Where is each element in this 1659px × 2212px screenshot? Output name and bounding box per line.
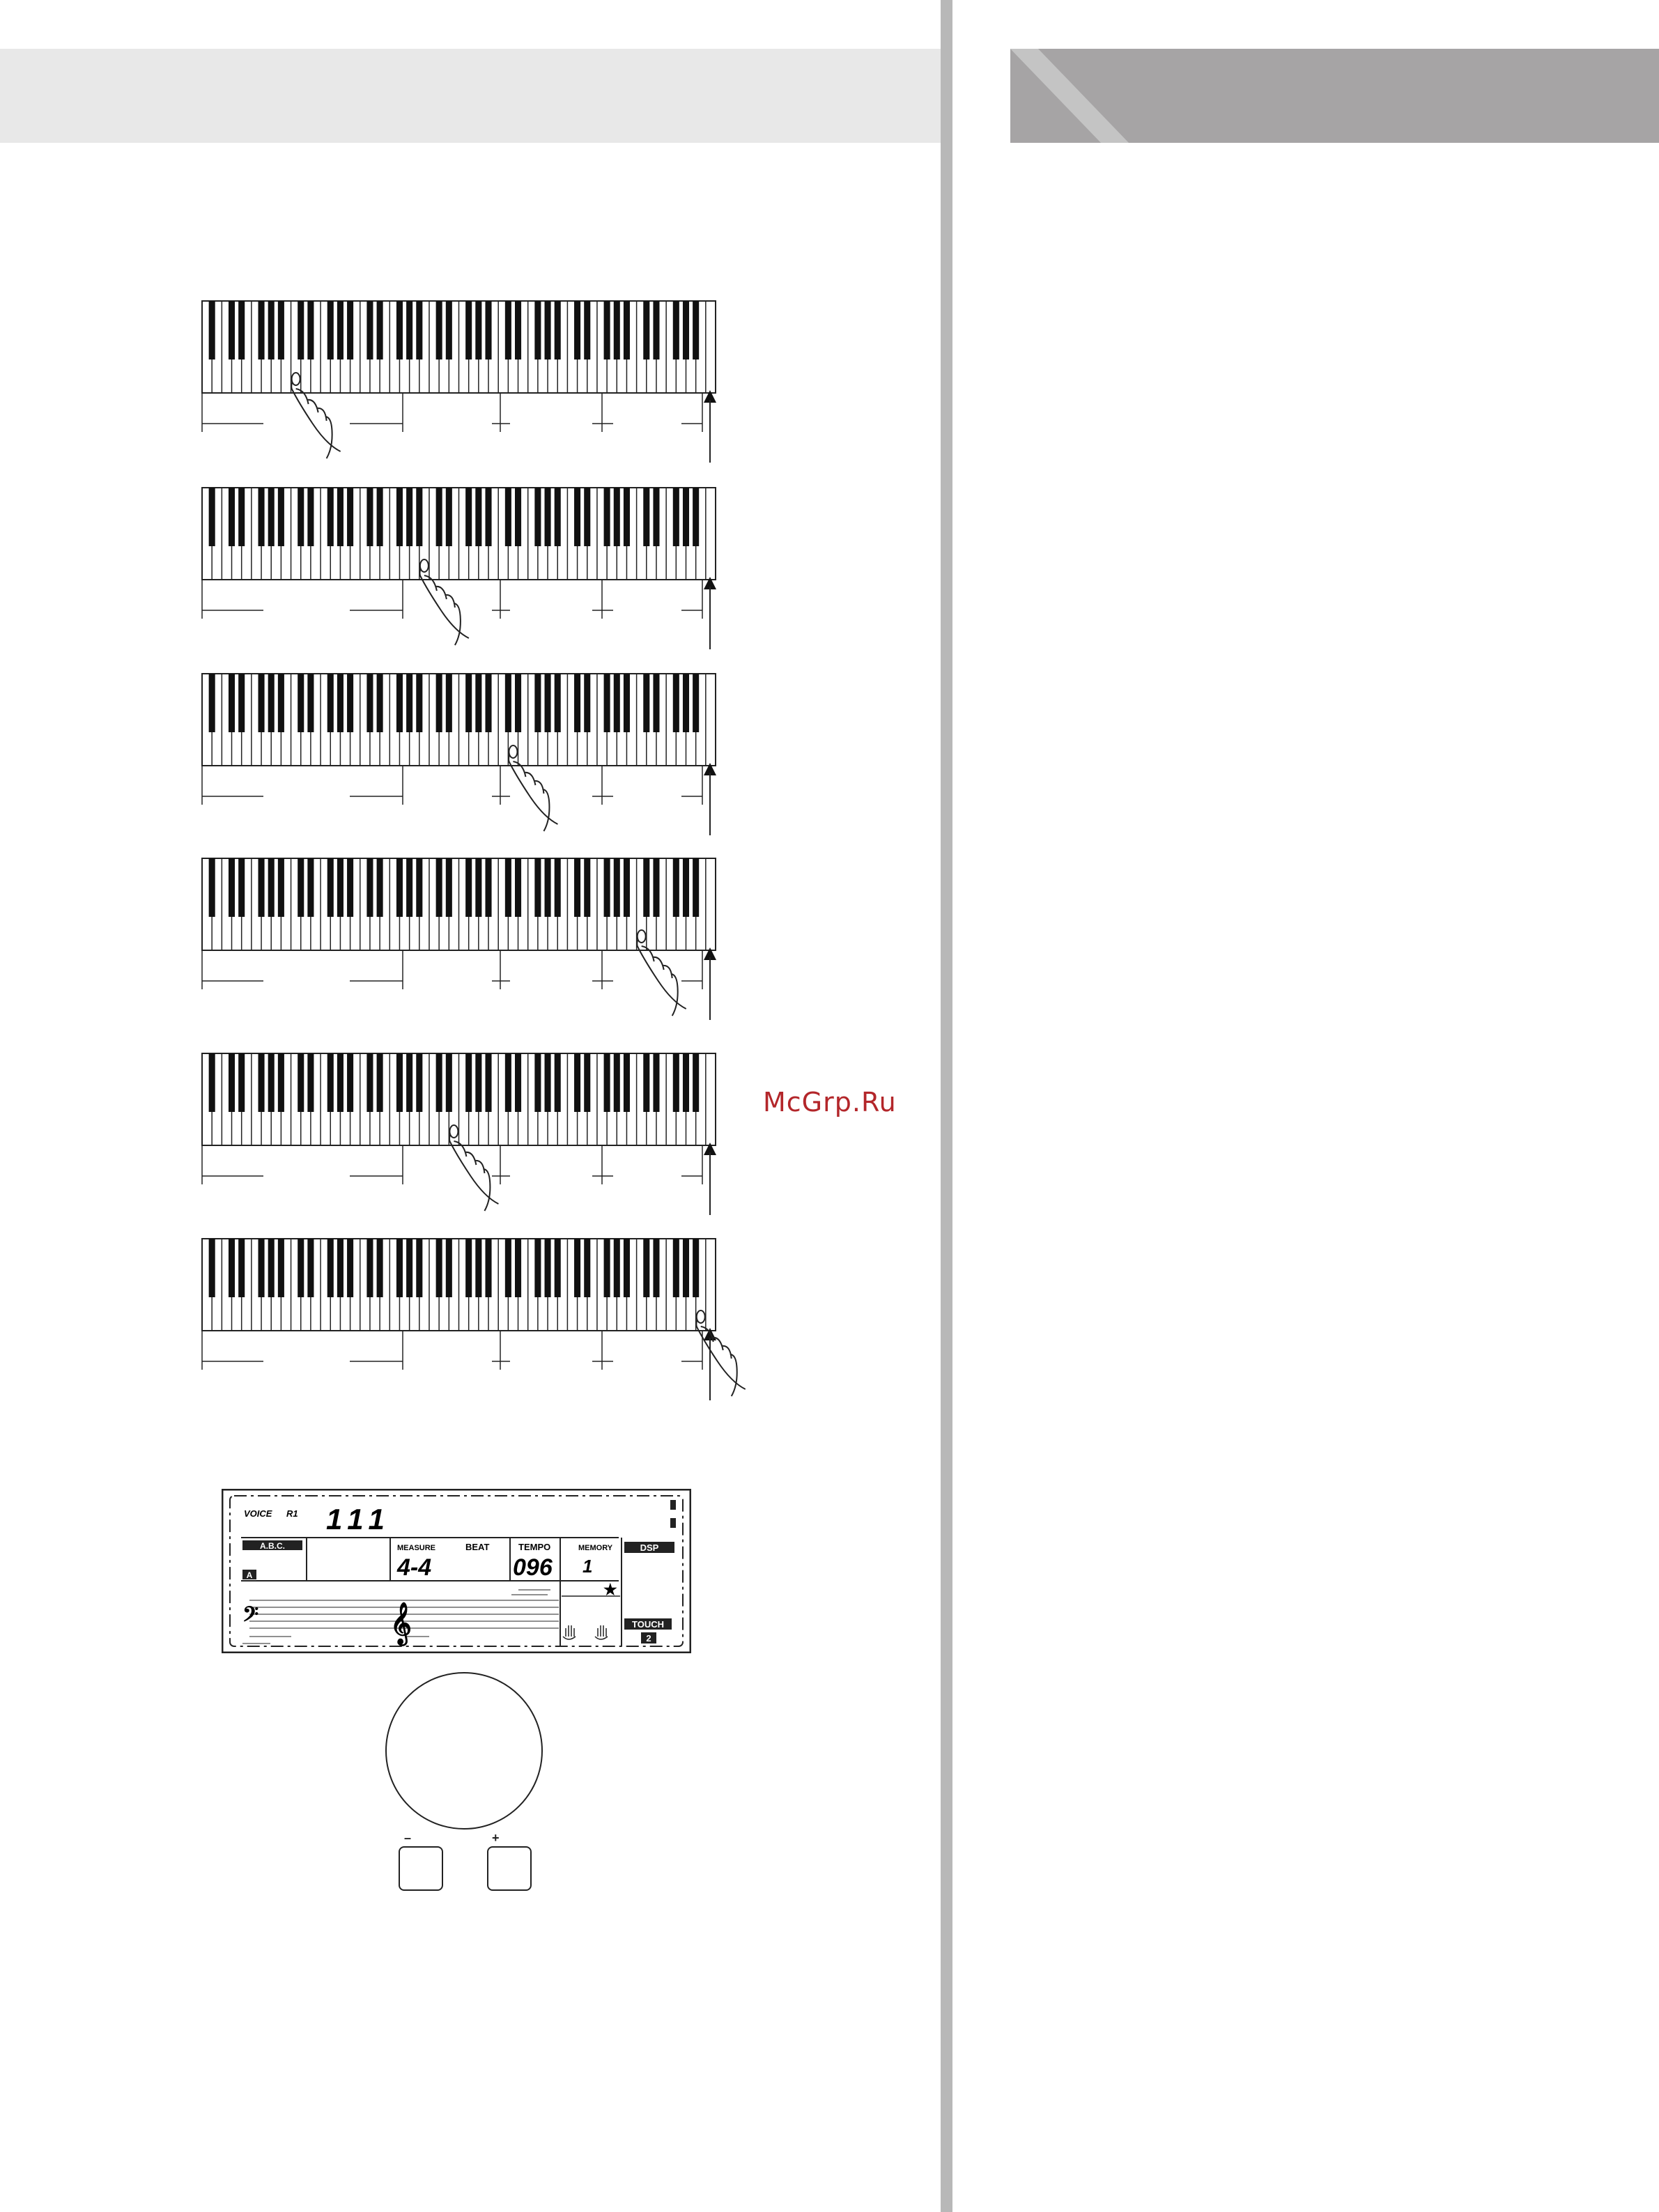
lcd-dsp-label: DSP xyxy=(640,1542,659,1553)
black-key xyxy=(515,488,521,546)
black-key xyxy=(505,858,511,917)
black-key xyxy=(436,1239,442,1297)
black-key xyxy=(653,1053,659,1112)
black-key xyxy=(347,858,353,917)
black-key xyxy=(693,1053,699,1112)
black-key xyxy=(515,858,521,917)
black-key xyxy=(693,301,699,359)
black-key xyxy=(624,488,630,546)
black-key xyxy=(278,858,284,917)
black-key xyxy=(693,858,699,917)
black-key xyxy=(307,674,314,732)
black-key xyxy=(259,1239,265,1297)
black-key xyxy=(298,674,304,732)
black-key xyxy=(327,1239,334,1297)
black-key xyxy=(396,301,403,359)
lcd-star-icon: ★ xyxy=(603,1581,617,1598)
black-key xyxy=(515,1239,521,1297)
lcd-touch-value: 2 xyxy=(646,1633,651,1643)
black-key xyxy=(209,1053,215,1112)
black-key xyxy=(436,301,442,359)
treble-clef-icon: 𝄞 xyxy=(390,1603,412,1643)
black-key xyxy=(614,858,620,917)
black-key xyxy=(307,301,314,359)
black-key xyxy=(505,1053,511,1112)
fingertip xyxy=(697,1310,705,1323)
black-key xyxy=(347,1239,353,1297)
black-key xyxy=(604,1239,610,1297)
black-key xyxy=(475,488,481,546)
black-key xyxy=(545,858,551,917)
black-key xyxy=(238,674,245,732)
black-key xyxy=(574,301,580,359)
black-key xyxy=(534,1239,541,1297)
black-key xyxy=(555,1053,561,1112)
black-key xyxy=(683,301,689,359)
black-key xyxy=(347,301,353,359)
black-key xyxy=(327,1053,334,1112)
black-key xyxy=(545,301,551,359)
black-key xyxy=(485,488,491,546)
black-key xyxy=(406,674,412,732)
black-key xyxy=(485,674,491,732)
black-key xyxy=(278,1239,284,1297)
black-key xyxy=(534,488,541,546)
black-key xyxy=(298,488,304,546)
black-key xyxy=(366,858,373,917)
black-key xyxy=(366,488,373,546)
black-key xyxy=(396,674,403,732)
black-key xyxy=(337,488,344,546)
black-key xyxy=(584,674,590,732)
black-key xyxy=(416,674,422,732)
black-key xyxy=(475,301,481,359)
black-key xyxy=(327,858,334,917)
black-key xyxy=(683,1053,689,1112)
black-key xyxy=(278,674,284,732)
black-key xyxy=(298,858,304,917)
black-key xyxy=(406,1053,412,1112)
black-key xyxy=(574,1053,580,1112)
black-key xyxy=(396,1053,403,1112)
black-key xyxy=(268,674,275,732)
black-key xyxy=(614,674,620,732)
black-key xyxy=(298,1239,304,1297)
minus-button-label: – xyxy=(404,1831,412,1845)
black-key xyxy=(534,1053,541,1112)
black-key xyxy=(337,301,344,359)
black-key xyxy=(465,1053,472,1112)
black-key xyxy=(377,1239,383,1297)
black-key xyxy=(534,674,541,732)
black-key xyxy=(475,1053,481,1112)
black-key xyxy=(534,858,541,917)
fingertip xyxy=(449,1125,458,1138)
black-key xyxy=(366,1053,373,1112)
black-key xyxy=(377,1053,383,1112)
black-key xyxy=(307,488,314,546)
lcd-beat-label: BEAT xyxy=(465,1542,490,1552)
black-key xyxy=(268,1053,275,1112)
black-key xyxy=(683,1239,689,1297)
black-key xyxy=(327,301,334,359)
black-key xyxy=(515,1053,521,1112)
black-key xyxy=(259,858,265,917)
black-key xyxy=(268,488,275,546)
fingertip xyxy=(638,930,646,943)
black-key xyxy=(298,1053,304,1112)
black-key xyxy=(505,488,511,546)
black-key xyxy=(574,1239,580,1297)
black-key xyxy=(436,858,442,917)
black-key xyxy=(584,488,590,546)
lcd-voice-label: VOICE xyxy=(244,1508,272,1519)
black-key xyxy=(683,674,689,732)
lcd-a-label: A xyxy=(246,1570,253,1580)
black-key xyxy=(485,1053,491,1112)
black-key xyxy=(624,674,630,732)
black-key xyxy=(574,858,580,917)
black-key xyxy=(624,858,630,917)
black-key xyxy=(377,301,383,359)
black-key xyxy=(545,674,551,732)
black-key xyxy=(485,1239,491,1297)
black-key xyxy=(377,488,383,546)
black-key xyxy=(238,301,245,359)
black-key xyxy=(555,674,561,732)
black-key xyxy=(416,488,422,546)
header-tab-shading xyxy=(1010,49,1659,143)
black-key xyxy=(604,301,610,359)
black-key xyxy=(337,1053,344,1112)
black-key xyxy=(278,301,284,359)
black-key xyxy=(485,301,491,359)
black-key xyxy=(545,1053,551,1112)
black-key xyxy=(446,1053,452,1112)
black-key xyxy=(347,488,353,546)
black-key xyxy=(268,858,275,917)
black-key xyxy=(229,674,235,732)
black-key xyxy=(446,301,452,359)
black-key xyxy=(209,858,215,917)
lcd-voice-number: 111 xyxy=(326,1503,392,1536)
black-key xyxy=(465,858,472,917)
black-key xyxy=(327,488,334,546)
black-key xyxy=(545,488,551,546)
black-key xyxy=(574,674,580,732)
black-key xyxy=(673,674,679,732)
black-key xyxy=(446,674,452,732)
black-key xyxy=(604,674,610,732)
black-key xyxy=(337,674,344,732)
black-key xyxy=(366,1239,373,1297)
black-key xyxy=(643,674,649,732)
black-key xyxy=(436,1053,442,1112)
black-key xyxy=(515,301,521,359)
lcd-display xyxy=(222,1489,691,1653)
black-key xyxy=(624,1239,630,1297)
data-dial[interactable] xyxy=(385,1672,543,1830)
black-key xyxy=(209,674,215,732)
plus-button[interactable] xyxy=(487,1846,532,1891)
black-key xyxy=(693,674,699,732)
black-key xyxy=(465,1239,472,1297)
black-key xyxy=(327,674,334,732)
black-key xyxy=(555,301,561,359)
black-key xyxy=(643,488,649,546)
black-key xyxy=(259,674,265,732)
black-key xyxy=(614,1239,620,1297)
minus-button[interactable] xyxy=(399,1846,443,1891)
bass-clef-icon: 𝄢 xyxy=(242,1602,259,1631)
black-key xyxy=(446,858,452,917)
black-key xyxy=(673,858,679,917)
black-key xyxy=(604,488,610,546)
black-key xyxy=(604,1053,610,1112)
black-key xyxy=(209,1239,215,1297)
black-key xyxy=(406,488,412,546)
black-key xyxy=(505,1239,511,1297)
black-key xyxy=(475,1239,481,1297)
black-key xyxy=(515,674,521,732)
black-key xyxy=(238,1053,245,1112)
black-key xyxy=(366,674,373,732)
black-key xyxy=(229,488,235,546)
black-key xyxy=(505,301,511,359)
black-key xyxy=(614,1053,620,1112)
black-key xyxy=(693,1239,699,1297)
black-key xyxy=(584,1053,590,1112)
black-key xyxy=(377,858,383,917)
lcd-memory-value: 1 xyxy=(582,1556,593,1577)
black-key xyxy=(366,301,373,359)
black-key xyxy=(465,488,472,546)
black-key xyxy=(396,858,403,917)
lcd-r1-label: R1 xyxy=(286,1508,298,1519)
lcd-beat-value: 4-4 xyxy=(397,1554,432,1581)
lcd-memory-label: MEMORY xyxy=(578,1544,613,1552)
black-key xyxy=(683,858,689,917)
black-key xyxy=(683,488,689,546)
black-key xyxy=(416,301,422,359)
black-key xyxy=(436,488,442,546)
black-key xyxy=(475,674,481,732)
lcd-tempo-value: 096 xyxy=(513,1554,553,1581)
plus-button-label: + xyxy=(492,1831,500,1845)
black-key xyxy=(268,301,275,359)
lcd-tempo-label: TEMPO xyxy=(518,1542,551,1552)
black-key xyxy=(673,1239,679,1297)
black-key xyxy=(545,1239,551,1297)
black-key xyxy=(416,858,422,917)
black-key xyxy=(238,488,245,546)
black-key xyxy=(406,301,412,359)
black-key xyxy=(298,301,304,359)
lcd-touch-label: TOUCH xyxy=(632,1619,664,1630)
header-tab xyxy=(1010,49,1659,143)
black-key xyxy=(475,858,481,917)
lcd-abc-label: A.B.C. xyxy=(260,1541,285,1551)
black-key xyxy=(584,858,590,917)
watermark: McGrp.Ru xyxy=(763,1087,897,1117)
black-key xyxy=(259,488,265,546)
black-key xyxy=(614,488,620,546)
black-key xyxy=(584,301,590,359)
black-key xyxy=(653,674,659,732)
black-key xyxy=(259,301,265,359)
black-key xyxy=(555,1239,561,1297)
black-key xyxy=(614,301,620,359)
black-key xyxy=(643,858,649,917)
black-key xyxy=(396,488,403,546)
black-key xyxy=(337,1239,344,1297)
black-key xyxy=(347,674,353,732)
black-key xyxy=(446,1239,452,1297)
black-key xyxy=(307,858,314,917)
black-key xyxy=(624,1053,630,1112)
black-key xyxy=(337,858,344,917)
black-key xyxy=(534,301,541,359)
black-key xyxy=(555,488,561,546)
black-key xyxy=(465,301,472,359)
black-key xyxy=(555,858,561,917)
fingertip xyxy=(420,559,429,572)
lcd-measure-label: MEASURE xyxy=(397,1544,436,1552)
black-key xyxy=(268,1239,275,1297)
black-key xyxy=(278,488,284,546)
black-key xyxy=(229,858,235,917)
black-key xyxy=(238,1239,245,1297)
black-key xyxy=(406,858,412,917)
black-key xyxy=(396,1239,403,1297)
black-key xyxy=(653,1239,659,1297)
black-key xyxy=(643,301,649,359)
black-key xyxy=(347,1053,353,1112)
black-key xyxy=(653,858,659,917)
black-key xyxy=(238,858,245,917)
black-key xyxy=(574,488,580,546)
black-key xyxy=(653,301,659,359)
black-key xyxy=(673,301,679,359)
black-key xyxy=(604,858,610,917)
black-key xyxy=(643,1239,649,1297)
black-key xyxy=(377,674,383,732)
black-key xyxy=(209,301,215,359)
black-key xyxy=(436,674,442,732)
black-key xyxy=(416,1053,422,1112)
black-key xyxy=(307,1239,314,1297)
black-key xyxy=(693,488,699,546)
fingertip xyxy=(509,745,517,758)
black-key xyxy=(259,1053,265,1112)
black-key xyxy=(465,674,472,732)
black-key xyxy=(229,301,235,359)
black-key xyxy=(406,1239,412,1297)
black-key xyxy=(505,674,511,732)
black-key xyxy=(584,1239,590,1297)
black-key xyxy=(673,488,679,546)
black-key xyxy=(643,1053,649,1112)
black-key xyxy=(278,1053,284,1112)
fingertip xyxy=(292,373,300,385)
black-key xyxy=(209,488,215,546)
black-key xyxy=(229,1053,235,1112)
black-key xyxy=(229,1239,235,1297)
black-key xyxy=(446,488,452,546)
black-key xyxy=(416,1239,422,1297)
black-key xyxy=(673,1053,679,1112)
black-key xyxy=(624,301,630,359)
black-key xyxy=(307,1053,314,1112)
black-key xyxy=(485,858,491,917)
black-key xyxy=(653,488,659,546)
